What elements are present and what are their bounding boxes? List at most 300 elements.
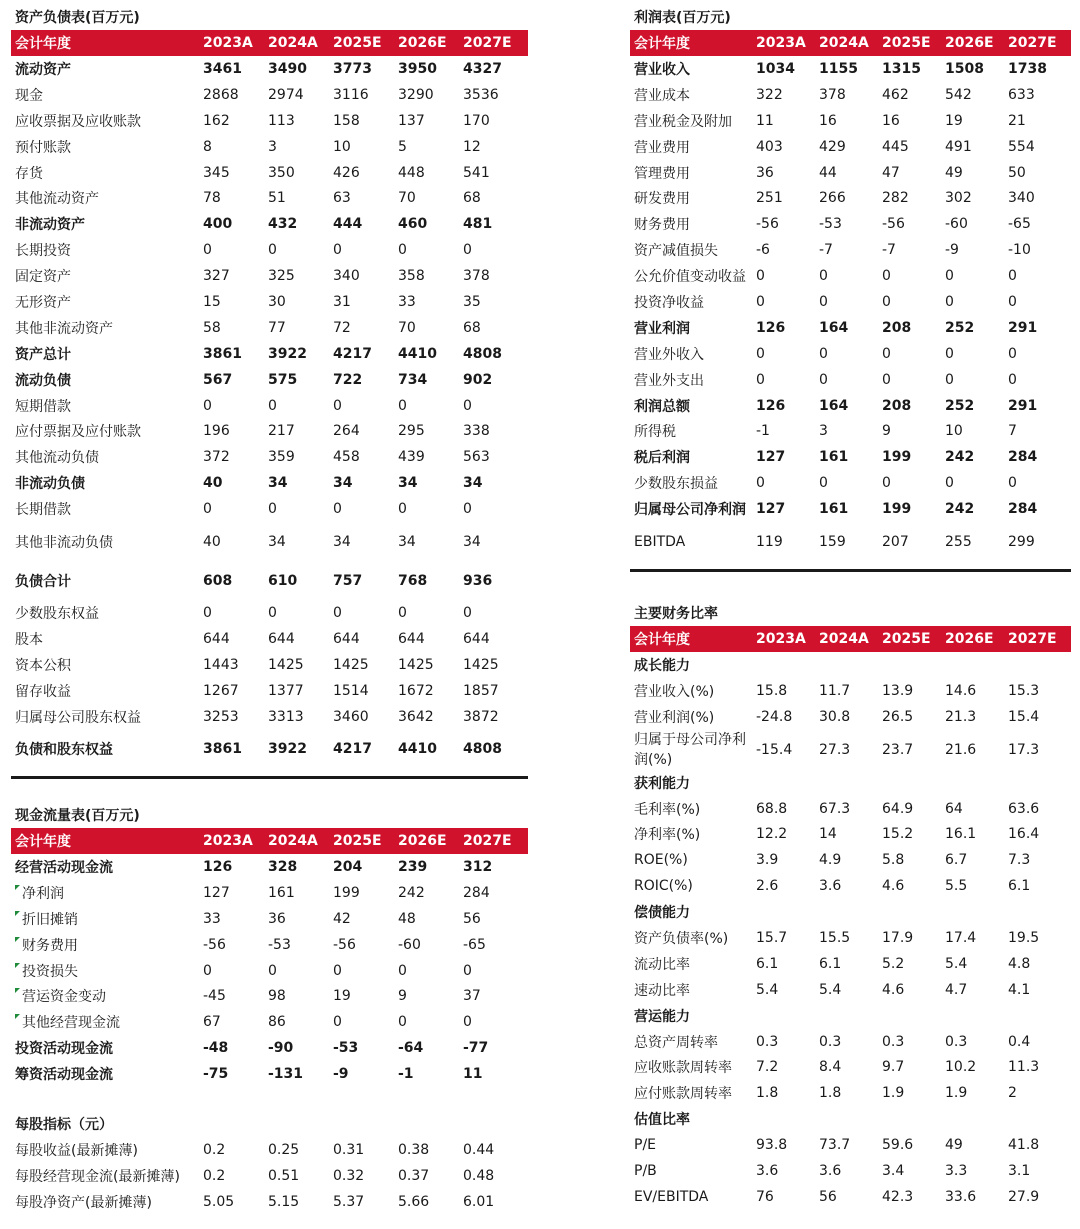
value-cell: 1425 [333,656,369,673]
green-triangle-icon [15,963,20,968]
value-cell: 3313 [268,708,304,725]
row-label: 研发费用 [634,191,690,208]
value-cell [819,899,882,925]
value-cell: 41.8 [1008,1137,1040,1154]
row-label-cell [630,1080,756,1106]
table-row [630,470,1071,496]
row-label: 现金 [15,87,43,104]
value-cell: 264 [333,423,360,440]
column-header-year: 2023A [203,35,253,51]
row-label: 筹资活动现金流 [15,1067,113,1084]
row-label: 固定资产 [15,269,71,286]
value-cell: 936 [463,572,493,589]
row-label: 资产总计 [15,346,71,363]
value-cell: 67 [203,1014,221,1031]
row-label: 少数股东损益 [634,476,718,493]
value-cell: 0 [398,1014,407,1031]
value-cell: 302 [945,190,972,207]
row-label: 营业收入(%) [634,683,715,700]
value-cell: 34 [398,533,416,550]
value-cell: 1738 [1008,60,1047,77]
row-label-cell [630,977,756,1003]
value-cell: 284 [1008,501,1038,518]
row-label-cell [630,470,756,496]
value-cell: 13.9 [882,682,914,699]
column-header-year: 2027E [1008,35,1057,51]
value-cell: 1425 [268,656,304,673]
value-cell: -15.4 [756,741,793,758]
value-cell: 161 [268,884,295,901]
value-cell: 0 [819,475,828,492]
table-row [11,56,528,82]
row-label-cell [11,108,203,134]
value-cell: 0 [203,604,212,621]
row-label-cell [11,678,203,704]
value-cell: 68.8 [756,800,788,817]
value-cell: 196 [203,423,230,440]
value-cell: 460 [398,216,428,233]
green-triangle-icon [15,988,20,993]
value-cell: 0 [463,242,472,259]
row-label: 营业外支出 [634,372,704,389]
row-label-cell [630,951,756,977]
value-cell: -60 [398,936,421,953]
value-cell: 56 [819,1188,837,1205]
value-cell: 33.6 [945,1188,977,1205]
value-cell: 51 [268,190,286,207]
value-cell: 291 [1008,397,1038,414]
column-header-year: 2027E [463,833,512,849]
table-row [11,561,528,600]
value-cell: 161 [819,501,849,518]
value-cell: 15.2 [882,826,914,843]
row-label: 应付账款周转率 [634,1086,732,1103]
financial-ratios-title: 主要财务比率 [634,606,718,622]
row-label: 营业收入 [634,61,690,78]
row-label-cell [11,704,203,730]
row-label-cell [630,289,756,315]
cash-flow-title: 现金流量表(百万元) [15,808,140,824]
row-label-cell [11,496,203,522]
row-label: EV/EBITDA [634,1188,709,1205]
value-cell: 481 [463,216,493,233]
row-label: 少数股东权益 [15,605,99,622]
column-header-year: 2024A [819,631,869,647]
value-cell: 1857 [463,682,499,699]
row-label-cell [630,1003,756,1029]
table-row [11,418,528,444]
table-row [630,108,1071,134]
column-header-year: 2024A [819,35,869,51]
value-cell: -65 [463,936,486,953]
row-label: 速动比率 [634,982,690,999]
value-cell: 14.6 [945,682,977,699]
table-row [11,983,528,1009]
value-cell: 98 [268,988,286,1005]
value-cell: 0 [203,397,212,414]
value-cell: 340 [333,268,360,285]
row-label: 投资损失 [22,963,78,980]
value-cell: 338 [463,423,490,440]
value-cell: 1267 [203,682,239,699]
value-cell: 0 [203,962,212,979]
row-label: 营运能力 [634,1008,690,1025]
row-label: 营业外收入 [634,346,704,363]
column-header-year: 2024A [268,833,318,849]
row-label-cell [630,899,756,925]
value-cell: 30.8 [819,708,851,725]
table-row [11,958,528,984]
value-cell [945,770,1008,796]
column-header-year: 2027E [463,35,512,51]
value-cell: 34 [268,533,286,550]
row-label-cell [11,315,203,341]
value-cell: -48 [203,1040,229,1057]
value-cell: 78 [203,190,221,207]
value-cell: 7.2 [756,1059,779,1076]
row-label: 应收票据及应收账款 [15,113,141,130]
table-row [630,82,1071,108]
value-cell [882,1003,945,1029]
row-label: 其他经营现金流 [22,1015,120,1032]
value-cell: -1 [756,423,770,440]
row-label-cell [630,263,756,289]
financial-ratios-panel [630,604,1071,1210]
value-cell: 33 [398,293,416,310]
row-label-cell [11,1061,203,1087]
balance-sheet-end-rule [11,776,528,779]
value-cell: 0.44 [463,1141,495,1158]
row-label: 流动比率 [634,956,690,973]
column-header-label: 会计年度 [634,36,690,52]
value-cell: 610 [268,572,298,589]
table-row [11,82,528,108]
value-cell: 322 [756,86,783,103]
row-label-cell [630,652,756,678]
value-cell: 644 [268,630,295,647]
row-label-cell [11,652,203,678]
row-label: 非流动资产 [15,217,85,234]
value-cell: 126 [756,319,786,336]
row-label-cell [630,522,756,561]
row-label: P/B [634,1162,657,1179]
table-row [11,1189,528,1215]
value-cell: 255 [945,533,972,550]
value-cell: 11.7 [819,682,851,699]
value-cell: 63.6 [1008,800,1040,817]
value-cell: 0 [945,345,954,362]
value-cell: 3460 [333,708,369,725]
value-cell: -56 [333,936,356,953]
row-label-cell [11,185,203,211]
value-cell: 56 [463,910,481,927]
row-label-cell [11,1163,203,1189]
value-cell: 6.7 [945,852,968,869]
cash-flow-panel [11,806,528,1087]
row-label: 其他非流动负债 [15,534,113,551]
value-cell: -53 [333,1040,359,1057]
value-cell [882,899,945,925]
table-row [630,263,1071,289]
value-cell: 644 [333,630,360,647]
value-cell: 27.3 [819,741,851,758]
row-label: 经营活动现金流 [15,859,113,876]
income-statement-end-rule [630,569,1071,572]
value-cell: -53 [819,216,842,233]
value-cell: 17.3 [1008,741,1040,758]
table-row [11,289,528,315]
row-label-cell [11,1035,203,1061]
value-cell: -60 [945,216,968,233]
value-cell: 0 [333,501,342,518]
table-row [11,854,528,880]
row-label: 投资净收益 [634,294,704,311]
value-cell: -7 [882,242,896,259]
value-cell: 16 [819,112,837,129]
value-cell: 4410 [398,345,437,362]
value-cell: 3116 [333,86,369,103]
value-cell: 3.3 [945,1162,968,1179]
row-label-cell [11,263,203,289]
value-cell: 359 [268,449,295,466]
column-header-year: 2026E [945,631,994,647]
table-row [630,652,1071,678]
value-cell: 15.3 [1008,682,1040,699]
value-cell: 644 [203,630,230,647]
value-cell: 242 [945,449,975,466]
table-row [630,678,1071,704]
row-label-cell [630,315,756,341]
value-cell: 21 [1008,112,1026,129]
table-row [630,237,1071,263]
table-row [630,1029,1071,1055]
row-label-cell [630,237,756,263]
value-cell: 93.8 [756,1137,788,1154]
value-cell: 5.8 [882,852,905,869]
row-label-cell [630,444,756,470]
value-cell: 426 [333,164,360,181]
table-row [11,315,528,341]
value-cell: 358 [398,268,425,285]
value-cell: 9.7 [882,1059,905,1076]
income-statement-title: 利润表(百万元) [634,10,731,26]
value-cell: 5.37 [333,1193,365,1210]
value-cell [1008,1003,1071,1029]
value-cell: 76 [756,1188,774,1205]
value-cell: 439 [398,449,425,466]
value-cell: 37 [463,988,481,1005]
row-label-cell [630,1132,756,1158]
value-cell: 0 [463,501,472,518]
row-label: 短期借款 [15,398,71,415]
value-cell: 164 [819,319,849,336]
value-cell: 1672 [398,682,434,699]
row-label-cell [630,108,756,134]
value-cell: -10 [1008,242,1031,259]
value-cell [1008,1106,1071,1132]
row-label: 营业利润(%) [634,709,715,726]
value-cell: 217 [268,423,295,440]
value-cell: 64 [945,800,963,817]
value-cell: 11.3 [1008,1059,1040,1076]
row-label: 长期投资 [15,243,71,260]
value-cell [756,1106,819,1132]
value-cell: 252 [945,397,975,414]
value-cell: 0 [463,604,472,621]
value-cell: 0 [819,268,828,285]
value-cell: 137 [398,112,425,129]
value-cell: 644 [398,630,425,647]
value-cell: 73.7 [819,1137,851,1154]
value-cell: 734 [398,371,428,388]
row-label-cell [11,983,203,1009]
value-cell: 34 [463,475,483,492]
value-cell: 113 [268,112,295,129]
value-cell: -1 [398,1066,414,1083]
column-header-year: 2026E [398,833,447,849]
table-row [11,496,528,522]
value-cell: 17.4 [945,929,977,946]
value-cell: 0 [882,268,891,285]
value-cell: 207 [882,533,909,550]
row-label-cell [11,444,203,470]
table-row [630,522,1071,561]
table-row [11,367,528,393]
value-cell: 4808 [463,740,502,757]
value-cell: 4.7 [945,981,968,998]
column-header-year: 2025E [882,631,931,647]
value-cell: 722 [333,371,363,388]
row-label-cell [11,854,203,880]
row-label-cell [11,1189,203,1215]
row-label-cell [11,82,203,108]
value-cell: -6 [756,242,770,259]
value-cell: 15.8 [756,682,788,699]
table-row [11,1009,528,1035]
per-share-table [11,1137,528,1215]
value-cell: 208 [882,397,912,414]
value-cell: 159 [819,533,846,550]
value-cell: 3861 [203,345,242,362]
value-cell [756,652,819,678]
table-row [630,977,1071,1003]
value-cell: 768 [398,572,428,589]
table-row [11,444,528,470]
value-cell: 0 [268,242,277,259]
value-cell: 0 [882,475,891,492]
row-label-cell [11,367,203,393]
value-cell [819,770,882,796]
row-label: 净利润 [22,885,64,902]
value-cell: 162 [203,112,230,129]
value-cell: 70 [398,190,416,207]
value-cell [945,899,1008,925]
row-label: 营业税金及附加 [634,113,732,130]
value-cell: 86 [268,1014,286,1031]
value-cell: 3490 [268,60,307,77]
row-label-cell [630,847,756,873]
value-cell: 3773 [333,60,372,77]
value-cell: 12.2 [756,826,788,843]
value-cell: 462 [882,86,909,103]
value-cell: 126 [756,397,786,414]
table-row [11,263,528,289]
value-cell: 8 [203,138,212,155]
column-header-label: 会计年度 [15,36,71,52]
table-row [11,134,528,160]
value-cell: 63 [333,190,351,207]
value-cell: 252 [945,319,975,336]
value-cell: 34 [333,533,351,550]
value-cell: 31 [333,293,351,310]
value-cell [1008,899,1071,925]
value-cell [882,652,945,678]
table-row [11,341,528,367]
value-cell: 0 [819,345,828,362]
value-cell: 77 [268,319,286,336]
row-label-cell [630,796,756,822]
row-label-cell [11,56,203,82]
value-cell: 3.1 [1008,1162,1031,1179]
table-row [11,880,528,906]
row-label-cell [630,1029,756,1055]
value-cell: 3.6 [819,878,842,895]
row-label: 留存收益 [15,683,71,700]
row-label: 每股经营现金流(最新摊薄) [15,1168,180,1185]
value-cell: 35 [463,293,481,310]
value-cell: 4808 [463,345,502,362]
row-label-cell [11,1137,203,1163]
value-cell: 0 [268,501,277,518]
value-cell: 0 [268,962,277,979]
table-row [11,108,528,134]
balance-sheet-header [11,30,528,56]
value-cell: 284 [463,884,490,901]
value-cell [1008,770,1071,796]
row-label-cell [11,289,203,315]
table-row [11,1163,528,1189]
value-cell: 23.7 [882,741,914,758]
value-cell: 10 [945,423,963,440]
value-cell: 12 [463,138,481,155]
value-cell: 542 [945,86,972,103]
row-label-cell [11,958,203,984]
value-cell [756,1003,819,1029]
row-label: 管理费用 [634,165,690,182]
value-cell: 0 [1008,293,1017,310]
value-cell: 0 [945,475,954,492]
value-cell: 0 [333,962,342,979]
table-row [11,678,528,704]
value-cell: 0 [203,501,212,518]
row-label: 所得税 [634,424,676,441]
value-cell: 575 [268,371,298,388]
value-cell: 403 [756,138,783,155]
value-cell: 242 [398,884,425,901]
value-cell: 554 [1008,138,1035,155]
value-cell: 0 [1008,371,1017,388]
row-label-cell [11,470,203,496]
value-cell: 0 [819,293,828,310]
column-header-year: 2027E [1008,631,1057,647]
value-cell: 0.37 [398,1167,430,1184]
value-cell: 6.1 [756,955,779,972]
value-cell: 541 [463,164,490,181]
value-cell: 2868 [203,86,239,103]
value-cell: 644 [463,630,490,647]
row-label-cell [630,160,756,186]
value-cell: 0.48 [463,1167,495,1184]
